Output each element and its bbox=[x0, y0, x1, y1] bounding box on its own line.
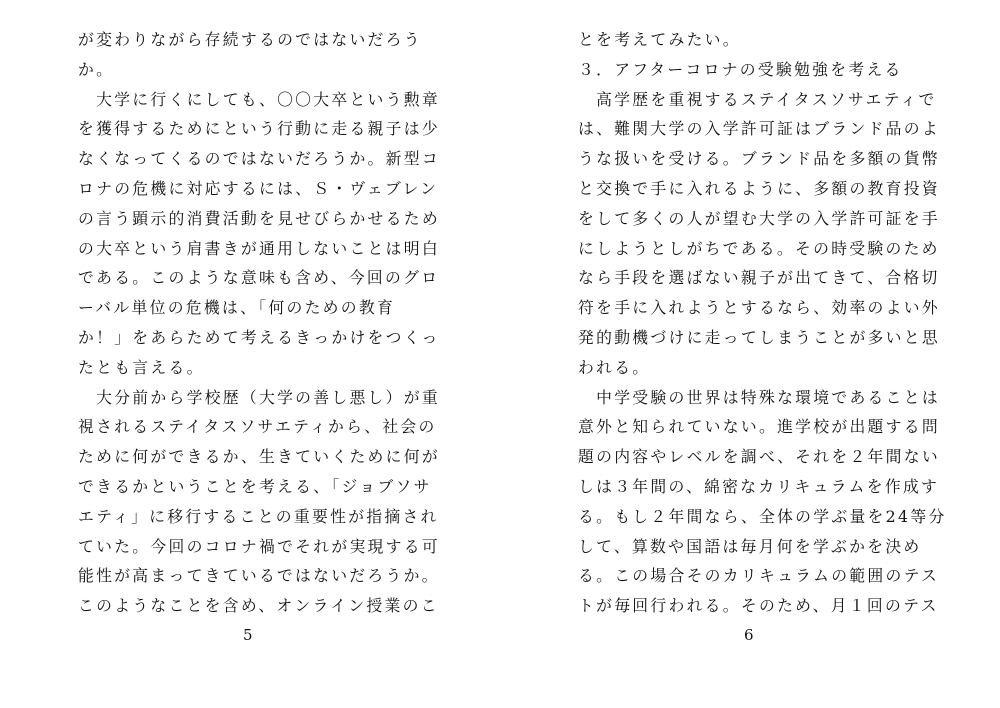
text-line: の言う顕示的消費活動を見せびらかせるため bbox=[78, 208, 440, 228]
text-line: る。もし２年間なら、全体の学ぶ量を24等分 bbox=[578, 506, 947, 526]
text-line: ために何ができるか、生きていくために何が bbox=[78, 447, 440, 467]
text-line: なくなってくるのではないだろうか。新型コ bbox=[78, 149, 440, 169]
text-line: たとも言える。 bbox=[78, 357, 205, 377]
text-line: しは３年間の、綿密なカリキュラムを作成す bbox=[578, 477, 940, 496]
text-line: 視されるステイタスソサエティから、社会の bbox=[78, 417, 437, 437]
text-line: できるかということを考える、「ジョブソサ bbox=[78, 477, 432, 496]
text-line: なら手段を選ばない親子が出てきて、合格切 bbox=[578, 268, 940, 288]
page-number-right: 6 bbox=[744, 626, 754, 644]
text-line: 高学歴を重視するステイタスソサエティで bbox=[578, 89, 937, 109]
text-line: る。この場合そのカリキュラムの範囲のテス bbox=[578, 566, 940, 586]
text-line: 中学受験の世界は特殊な環境であることは bbox=[578, 387, 940, 407]
text-line: エティ」に移行することの重要性が指摘され bbox=[78, 506, 439, 526]
text-line: 能性が高まってきているではないだろうか。 bbox=[78, 566, 440, 586]
text-line: か！」をあらためて考えるきっかけをつくっ bbox=[78, 328, 440, 347]
text-line: うな扱いを受ける。ブランド品を多額の貨幣 bbox=[578, 149, 940, 169]
text-line: か。 bbox=[78, 59, 115, 79]
text-line: このようなことを含め、オンライン授業のこ bbox=[78, 596, 439, 616]
text-line: である。このような意味も含め、今回のグロ bbox=[78, 268, 440, 288]
text-line: 大学に行くにしても、〇〇大卒という勲章 bbox=[78, 89, 440, 109]
text-line: 大分前から学校歴（大学の善し悪し）が重 bbox=[78, 387, 440, 407]
text-line: 発的動機づけに走ってしまうことが多いと思 bbox=[578, 328, 940, 347]
text-line: の大卒という肩書きが通用しないことは明白 bbox=[78, 238, 440, 258]
page-number-left: 5 bbox=[243, 626, 253, 644]
text-line: が変わりながら存続するのではないだろう bbox=[78, 30, 422, 49]
text-line: 意外と知られていない。進学校が出題する問 bbox=[578, 417, 940, 437]
text-line: して、算数や国語は毎月何を学ぶかを決め bbox=[578, 536, 922, 556]
text-line: は、難関大学の入学許可証はブランド品のよ bbox=[578, 119, 940, 139]
text-line: とを考えてみたい。 bbox=[578, 30, 741, 49]
text-line: ていた。今回のコロナ禍でそれが実現する可 bbox=[78, 536, 440, 556]
text-line: と交換で手に入れるように、多額の教育投資 bbox=[578, 179, 940, 198]
text-line: 題の内容やレベルを調べ、それを２年間ない bbox=[578, 447, 940, 467]
text-line: をして多くの人が望む大学の入学許可証を手 bbox=[578, 208, 940, 228]
text-line: 符を手に入れようとするなら、効率のよい外 bbox=[578, 298, 940, 318]
text-line: を獲得するためにという行動に走る親子は少 bbox=[78, 119, 440, 139]
text-line: われる。 bbox=[578, 357, 651, 377]
text-line: ３．アフターコロナの受験勉強を考える bbox=[578, 59, 903, 79]
text-line: ロナの危機に対応するには、Ｓ・ヴェブレン bbox=[78, 179, 439, 198]
text-line: にしようとしがちである。その時受験のため bbox=[578, 238, 940, 258]
text-line: ーバル単位の危機は、「何のための教育 bbox=[78, 298, 396, 318]
text-line: トが毎回行われる。そのため、月１回のテス bbox=[578, 596, 939, 616]
